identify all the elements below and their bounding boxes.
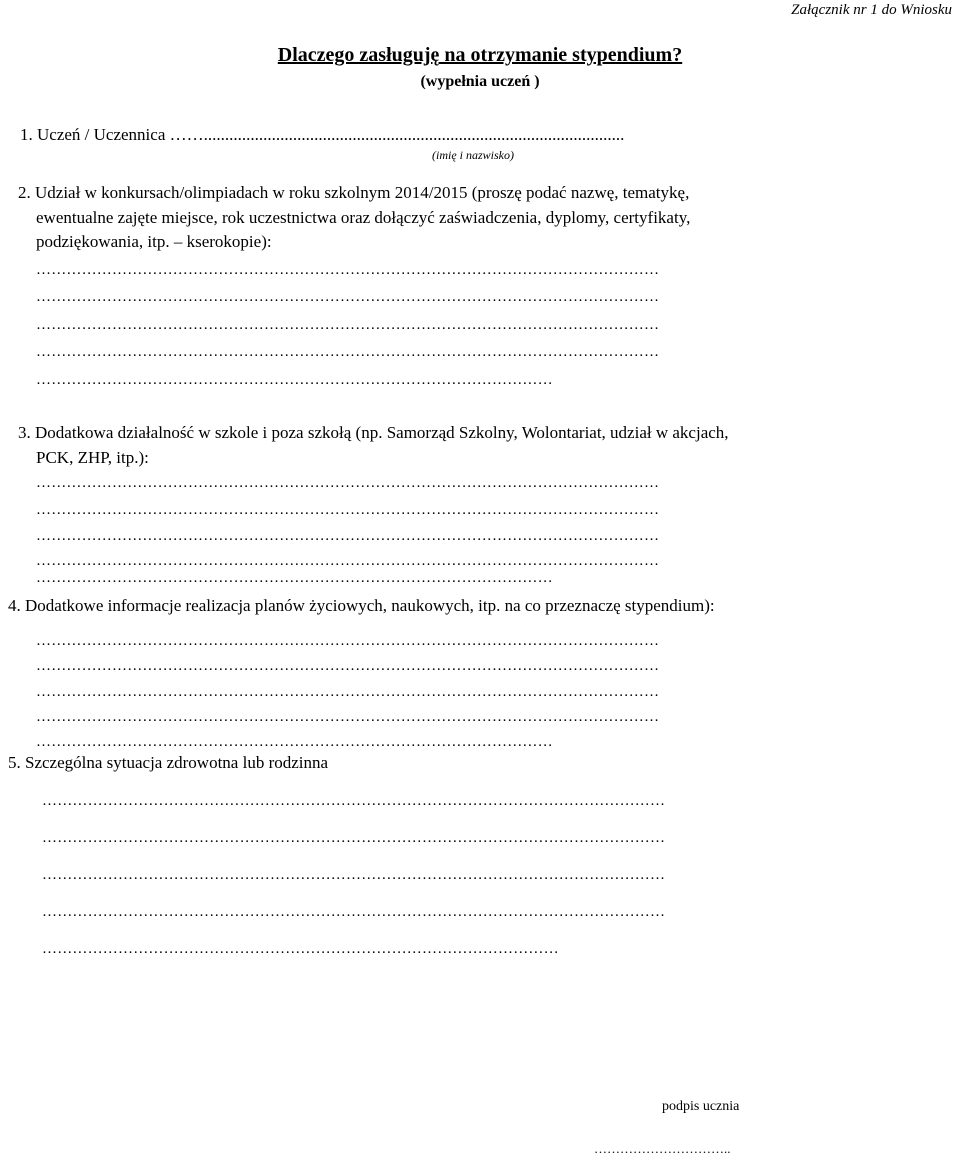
answer-line[interactable]: ………………………………………………………………………………………… xyxy=(42,941,559,957)
question-1-name-field[interactable]: 1. Uczeń / Uczennica ……................................................................................................... xyxy=(20,125,625,144)
answer-line[interactable]: ………………………………………………………………………………………… xyxy=(36,734,553,750)
form-subtitle: (wypełnia uczeń ) xyxy=(420,73,540,90)
question-3-line-2: PCK, ZHP, itp.): xyxy=(36,447,149,467)
question-2-text xyxy=(18,181,936,255)
answer-line[interactable]: …………………………………………………………………………………………………………… xyxy=(42,830,666,846)
signature-label: podpis ucznia xyxy=(662,1099,740,1114)
answer-line[interactable]: …………………………………………………………………………………………………………… xyxy=(36,553,660,569)
answer-line[interactable]: …………………………………………………………………………………………………………… xyxy=(36,684,660,700)
question-5-text: 5. Szczególna sytuacja zdrowotna lub rodzinna xyxy=(8,753,329,772)
question-3-line-1: 3. Dodatkowa działalność w szkole i poza szkołą (np. Samorząd Szkolny, Wolontariat, udział w akcjach, xyxy=(18,423,729,442)
question-3-text xyxy=(18,421,938,470)
answer-line[interactable]: …………………………………………………………………………………………………………… xyxy=(36,658,660,674)
answer-line[interactable]: …………………………………………………………………………………………………………… xyxy=(36,475,660,491)
question-4-text xyxy=(8,594,938,619)
answer-line[interactable]: …………………………………………………………………………………………………………… xyxy=(36,344,660,360)
question-2-line-1: 2. Udział w konkursach/olimpiadach w roku szkolnym 2014/2015 (proszę podać nazwę, tematykę, xyxy=(18,183,690,202)
form-title: Dlaczego zasługuję na otrzymanie stypendium? xyxy=(277,44,683,66)
question-4-line-1: 4. Dodatkowe informacje realizacja planów życiowych, naukowych, itp. na co przeznaczę stypendium): xyxy=(8,596,715,615)
answer-line[interactable]: ………………………………………………………………………………………… xyxy=(36,372,553,388)
name-field-hint: (imię i nazwisko) xyxy=(432,148,514,162)
answer-line[interactable]: …………………………………………………………………………………………………………… xyxy=(36,528,660,544)
answer-line[interactable]: …………………………………………………………………………………………………………… xyxy=(42,904,666,920)
annex-label: Załącznik nr 1 do Wniosku xyxy=(791,2,952,18)
answer-line[interactable]: …………………………………………………………………………………………………………… xyxy=(42,793,666,809)
answer-line[interactable]: …………………………………………………………………………………………………………… xyxy=(36,633,660,649)
answer-line[interactable]: …………………………………………………………………………………………………………… xyxy=(36,262,660,278)
answer-line[interactable]: …………………………………………………………………………………………………………… xyxy=(36,289,660,305)
answer-line[interactable]: …………………………………………………………………………………………………………… xyxy=(36,317,660,333)
answer-line[interactable]: …………………………………………………………………………………………………………… xyxy=(36,502,660,518)
answer-line[interactable]: …………………………………………………………………………………………………………… xyxy=(36,709,660,725)
question-2-line-2: ewentualne zajęte miejsce, rok uczestnictwa oraz dołączyć zaświadczenia, dyplomy, certyfikaty, xyxy=(36,207,691,227)
answer-line[interactable]: ………………………………………………………………………………………… xyxy=(36,570,553,586)
answer-line[interactable]: …………………………………………………………………………………………………………… xyxy=(42,867,666,883)
question-2-line-3: podziękowania, itp. – kserokopie): xyxy=(36,232,272,251)
signature-field[interactable]: ………………………….. xyxy=(594,1141,731,1156)
